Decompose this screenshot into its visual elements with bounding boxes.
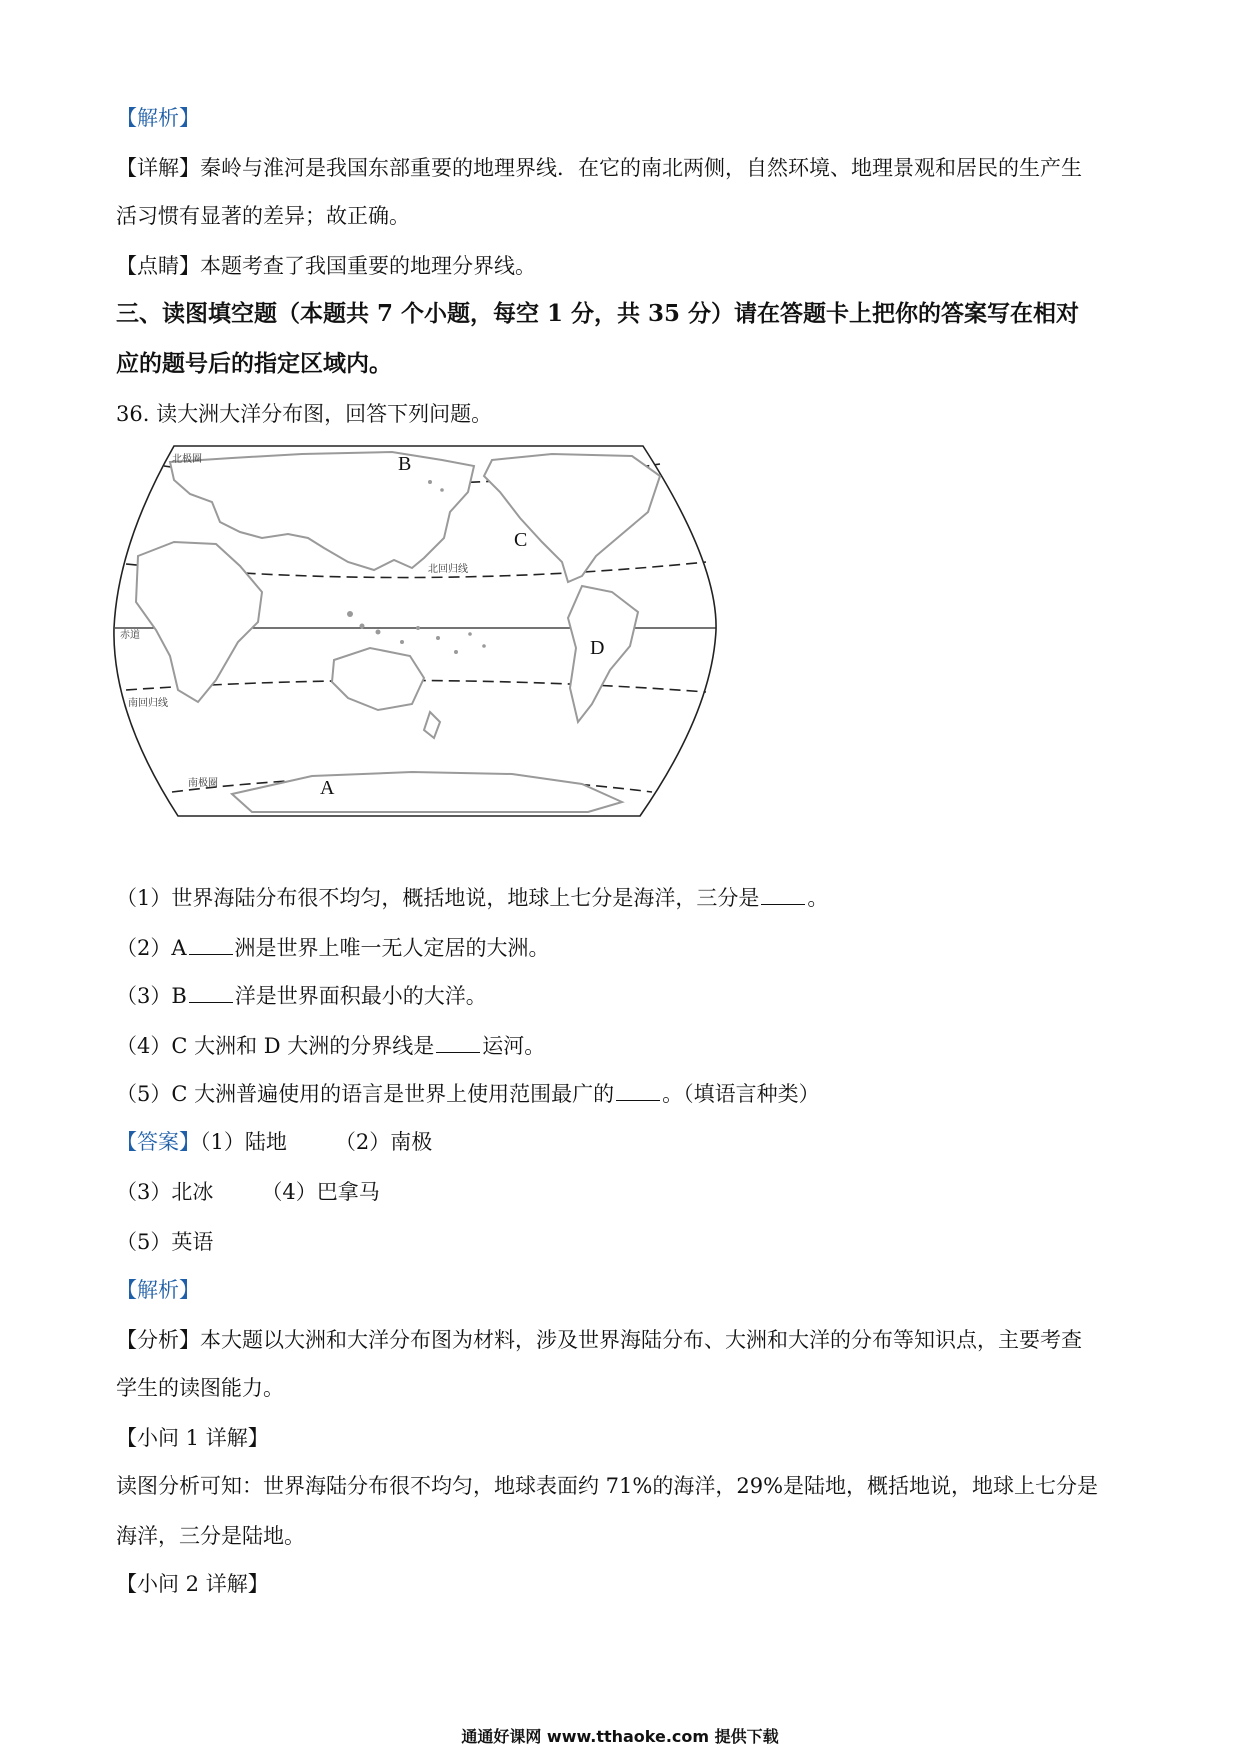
label-tropic-capricorn: 南回归线 — [128, 698, 168, 709]
blank-2[interactable] — [189, 936, 233, 955]
breakdown-tag: 【分析】 — [116, 1328, 200, 1352]
prev-comment: 【点睛】本题考查了我国重要的地理分界线。 — [116, 254, 536, 278]
section3-heading-line1: 三、读图填空题（本题共 7 个小题，每空 1 分，共 35 分）请在答题卡上把你的答案写在相对 — [116, 300, 1080, 327]
blank-1[interactable] — [761, 886, 805, 905]
label-C: C — [514, 529, 528, 551]
q36-sub4: （4）C 大洲和 D 大洲的分界线是 运河。 — [116, 1034, 546, 1058]
sub1-detail-tag: 【小问 1 详解】 — [116, 1426, 269, 1450]
blank-4[interactable] — [436, 1034, 480, 1053]
q36-sub2: （2）A 洲是世界上唯一无人定居的大洲。 — [116, 936, 550, 960]
label-A: A — [320, 777, 335, 799]
detail-tag: 【详解】 — [116, 156, 200, 180]
analysis-tag-2: 【解析】 — [116, 1278, 200, 1302]
q36-sub1: （1）世界海陆分布很不均匀，概括地说，地球上七分是海洋，三分是 。 — [116, 886, 829, 910]
label-antarctic-circle: 南极圈 — [188, 778, 218, 789]
world-map — [112, 442, 718, 820]
label-D: D — [590, 637, 605, 659]
q36-sub3: （3）B 洋是世界面积最小的大洋。 — [116, 984, 487, 1008]
prev-detail-line2: 活习惯有显著的差异；故正确。 — [116, 204, 410, 228]
prev-detail-line1: 【详解】秦岭与淮河是我国东部重要的地理界线．在它的南北两侧，自然环境、地理景观和居民的生产生 — [116, 156, 1082, 180]
label-equator: 赤道 — [120, 630, 140, 641]
answer-tag: 【答案】 — [116, 1130, 200, 1154]
breakdown-line2: 学生的读图能力。 — [116, 1376, 284, 1400]
label-tropic-cancer: 北回归线 — [428, 564, 468, 575]
section3-heading-line2: 应的题号后的指定区域内。 — [116, 350, 392, 377]
comment-tag: 【点睛】 — [116, 254, 200, 278]
blank-3[interactable] — [189, 984, 233, 1003]
sub2-detail-tag: 【小问 2 详解】 — [116, 1572, 269, 1596]
answer-line3: （5）英语 — [116, 1230, 214, 1254]
sub1-detail-line2: 海洋，三分是陆地。 — [116, 1524, 305, 1548]
sub1-detail-line1: 读图分析可知：世界海陆分布很不均匀，地球表面约 71%的海洋，29%是陆地，概括地说，地球上七分是 — [116, 1474, 1099, 1498]
answer-line2: （3）北冰 （4）巴拿马 — [116, 1180, 380, 1204]
answer-line1: 【答案】（1）陆地 （2）南极 — [116, 1130, 433, 1154]
q36-stem: 36. 读大洲大洋分布图，回答下列问题。 — [116, 402, 493, 426]
label-arctic-circle: 北极圈 — [172, 454, 202, 465]
breakdown-line1: 【分析】本大题以大洲和大洋分布图为材料，涉及世界海陆分布、大洲和大洋的分布等知识点，主要考查 — [116, 1328, 1082, 1352]
page-footer: 通通好课网 www.tthaoke.com 提供下载 — [461, 1727, 779, 1746]
q36-sub5: （5）C 大洲普遍使用的语言是世界上使用范围最广的 。（填语言种类） — [116, 1082, 820, 1106]
label-B: B — [398, 453, 412, 475]
blank-5[interactable] — [616, 1082, 660, 1101]
analysis-tag: 【解析】 — [116, 106, 200, 130]
